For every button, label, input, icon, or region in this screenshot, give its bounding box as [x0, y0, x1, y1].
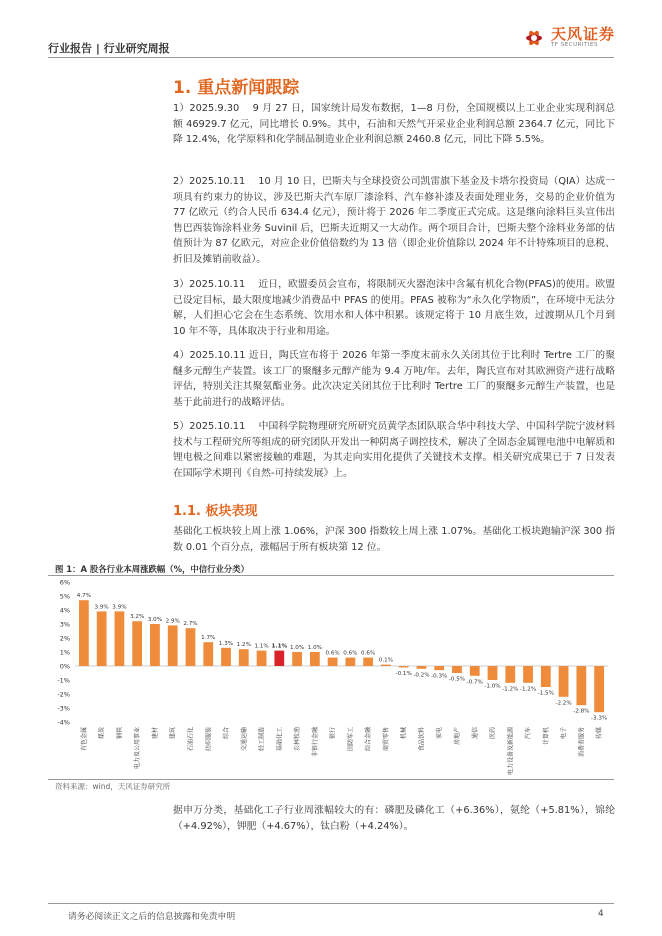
data-label: -1.5%: [537, 690, 554, 697]
subsection-title: 1.1. 板块表现: [173, 504, 258, 519]
category-label: 传媒: [596, 727, 604, 740]
category-label: 钢铁: [116, 727, 124, 740]
brand-name: 天风证券: [551, 25, 616, 43]
category-label: 医药: [489, 727, 497, 740]
category-label: 商贸零售: [382, 727, 390, 752]
bar-煤炭: [97, 611, 107, 666]
news-item-2: 2）2025.10.11 10 月 10 日，巴斯夫与全球投资公司凯雷旗下基金及卡塔尔投资局（QIA）达成一项具有约束力的协议，涉及巴斯夫汽车原厂漆涂料、汽车修补漆及表面处理业务，交易的企业价值为 77 亿欧元（约合人民币 634.4 亿元），预计将于 2026 年二季度正式完成。这是继向涂料巨头宣伟出售巴西装饰涂料业务 Suvinil 后，巴斯夫近期又一大动作。两个项目合计，巴斯夫整个涂料业务部的估值预计为 87 亿欧元，对应企业价值倍数约为 13 倍（即企业价值除以 2024 年不计特殊项目的息税、折旧及摊销前收益）。: [173, 176, 615, 265]
data-label: 3.9%: [112, 604, 127, 611]
category-label: 有色金属: [80, 727, 88, 752]
figure-source: 资料来源：wind，天风证券研究所: [55, 782, 171, 791]
y-tick-label: 1%: [59, 648, 70, 657]
chart-category-labels: [80, 726, 603, 775]
bar-食品饮料: [417, 666, 427, 669]
category-label: 综合金融: [365, 727, 373, 752]
data-label: 1.1%: [271, 643, 288, 650]
data-label: -1.2%: [519, 686, 537, 693]
data-label: 2.7%: [183, 621, 198, 628]
category-label: 银行: [329, 727, 337, 740]
data-label: 3.0%: [147, 617, 163, 623]
data-label: 1.3%: [218, 640, 234, 647]
category-label: 汽车: [525, 727, 533, 740]
bar-纺织服装: [203, 642, 213, 666]
bar-通信: [470, 666, 480, 676]
category-label: 家电: [436, 727, 444, 740]
footer-divider: [48, 903, 614, 904]
category-label: 石油石化: [187, 727, 195, 752]
bar-房地产: [452, 666, 462, 673]
y-tick-label: -1%: [57, 676, 70, 685]
category-label: 纺织服装: [205, 727, 213, 752]
news-item-1: 1）2025.9.30 9 月 27 日，国家统计局发布数据，1—8 月份，全国规模以上工业企业实现利润总额 46929.7 亿元，同比增长 0.9%。其中，石油和天然气开采业企业利润总额 2364.7 亿元，同比下降 12.4%，化学原料和化学制品制造业企业利润总额 2460.8 亿元，同比下降 5.5%。: [173, 103, 615, 146]
figure-title: 图 1：A 股各行业本周涨跌幅（%，中信行业分类）: [55, 564, 250, 574]
category-label: 交通运输: [240, 727, 248, 752]
y-tick-label: 6%: [59, 578, 70, 587]
news-item-3: 3）2025.10.11 近日，欧盟委员会宣布，将限制灭火器泡沫中含氟有机化合物(PFAS)的使用。欧盟已设定目标，最大限度地减少消费品中 PFAS 的使用。PFAS 被称为“永久化学物质”，在环境中无法分解，人们担心它会在生态系统、饮用水和人体中积累。该规定将于 10 月底生效，过渡期从几个月到 10 年不等，具体取决于行业和用途。: [173, 279, 615, 337]
category-label: 电力设备及新能源: [507, 727, 515, 776]
footer-disclaimer: 请务必阅读正文之后的信息披露和免责申明: [68, 912, 236, 922]
bar-建筑: [168, 625, 178, 666]
bar-建材: [150, 624, 160, 666]
bar-电力及公用事业: [132, 621, 142, 666]
news-item-4: 4）2025.10.11 近日，陶氏宣布将于 2026 年第一季度末前永久关闭其位于比利时 Tertre 工厂的聚醚多元醇生产装置。该工厂的聚醚多元醇产能为 9.4 万吨/年。去年，陶氏宣布对其欧洲资产进行战略评估，特别关注其聚氨酯业务。此次决定关闭其位于比利时 Tertre 工厂的聚醚多元醇生产装置，也是基于此前进行的战略评估。: [173, 350, 615, 408]
category-label: 机械: [400, 727, 408, 740]
section-title: 1. 重点新闻跟踪: [173, 78, 300, 98]
category-label: 通信: [471, 727, 479, 740]
category-label: 房地产: [453, 727, 461, 746]
bar-银行: [328, 658, 338, 666]
bar-交通运输: [239, 649, 249, 666]
bar-综合金融: [363, 658, 373, 666]
bar-有色金属: [79, 600, 89, 666]
bar-电力设备及新能源: [505, 666, 515, 683]
sector-performance-text: 基础化工板块较上周上涨 1.06%，沪深 300 指数较上周上涨 1.07%。基础化工板块跑输沪深 300 指数 0.01 个百分点，涨幅居于所有板块第 12 位。: [173, 526, 615, 553]
bar-医药: [488, 666, 498, 680]
category-label: 建筑: [169, 727, 177, 740]
data-label: -1.2%: [502, 686, 519, 693]
report-type-header: 行业报告 | 行业研究周报: [48, 42, 170, 55]
brand-name-en: TF SECURITIES: [551, 42, 598, 48]
data-label: 1.7%: [201, 635, 216, 642]
category-label: 电力及公用事业: [134, 727, 142, 770]
data-label: -3.3%: [590, 715, 608, 722]
bar-国防军工: [345, 658, 355, 666]
bar-综合: [221, 648, 231, 666]
bar-计算机: [541, 666, 551, 687]
data-label: 3.2%: [130, 614, 145, 621]
data-label: -1.0%: [484, 683, 501, 690]
bar-基础化工: [274, 651, 284, 666]
page-number: 4: [598, 909, 604, 919]
data-label: -0.2%: [413, 672, 430, 679]
industry-weekly-change-chart: [48, 577, 614, 777]
bar-机械: [399, 666, 409, 667]
bar-电子: [559, 666, 569, 697]
category-label: 消费者服务: [578, 727, 586, 758]
category-label: 食品饮料: [418, 727, 426, 752]
data-label: -0.3%: [431, 673, 448, 680]
data-label: -2.2%: [555, 700, 572, 707]
y-tick-label: 2%: [59, 634, 70, 643]
data-label: 1.2%: [236, 642, 251, 649]
data-label: -0.1%: [395, 670, 412, 677]
data-label: 1.1%: [254, 643, 269, 650]
bar-家电: [434, 666, 444, 670]
bar-非银行金融: [310, 652, 320, 666]
y-tick-label: 0%: [59, 662, 70, 671]
bar-汽车: [523, 666, 533, 683]
data-label: 2.9%: [165, 618, 180, 625]
data-label: 3.9%: [94, 604, 109, 611]
category-label: 农林牧渔: [294, 727, 302, 752]
bar-消费者服务: [576, 666, 586, 705]
y-tick-label: 4%: [59, 606, 70, 615]
category-label: 煤炭: [98, 727, 106, 740]
data-label: 1.0%: [289, 645, 305, 651]
data-label: -2.8%: [573, 708, 590, 715]
data-label: 4.7%: [76, 593, 91, 600]
bar-商贸零售: [381, 665, 391, 666]
category-label: 计算机: [542, 727, 550, 746]
y-tick-label: 3%: [59, 620, 70, 629]
data-label: 0.1%: [378, 657, 394, 664]
bar-农林牧渔: [292, 652, 302, 666]
y-tick-label: 5%: [59, 592, 70, 601]
data-label: -0.5%: [448, 676, 466, 683]
category-label: 国防军工: [347, 727, 355, 752]
bar-传媒: [594, 666, 604, 712]
category-label: 综合: [223, 727, 231, 740]
data-label: 0.6%: [325, 650, 340, 657]
y-tick-label: -2%: [57, 690, 70, 699]
bar-石油石化: [186, 628, 196, 666]
data-label: 0.6%: [343, 650, 358, 657]
bar-钢铁: [115, 611, 125, 666]
category-label: 轻工制造: [258, 727, 266, 752]
data-label: 1.0%: [307, 645, 322, 651]
y-tick-label: -3%: [57, 704, 70, 713]
category-label: 建材: [151, 727, 159, 740]
sub-industry-text: 据申万分类，基础化工子行业周涨幅较大的有：磷肥及磷化工（+6.36%），氨纶（+5.81%），锦纶（+4.92%），钾肥（+4.67%），钛白粉（+4.24%）。: [173, 805, 615, 832]
category-label: 基础化工: [276, 727, 284, 752]
category-label: 电子: [560, 727, 568, 740]
data-label: 0.6%: [361, 650, 376, 657]
flower-icon: [526, 29, 542, 46]
category-label: 非银行金融: [311, 727, 319, 758]
data-label: -0.7%: [466, 679, 483, 686]
header-divider: [48, 57, 614, 58]
bar-轻工制造: [257, 651, 267, 666]
figure-top-divider: [48, 575, 614, 576]
figure-bottom-divider: [48, 779, 614, 780]
y-tick-label: -4%: [57, 718, 70, 727]
news-item-5: 5）2025.10.11 中国科学院物理研究所研究员黄学杰团队联合华中科技大学、中国科学院宁波材料技术与工程研究所等组成的研究团队开发出一种阴离子调控技术，解决了全固态金属锂电池中电解质和锂电极之间难以紧密接触的难题，为其走向实用化提供了关键技术支撑。相关研究成果已于 7 日发表在国际学术期刊《自然-可持续发展》上。: [173, 421, 615, 479]
